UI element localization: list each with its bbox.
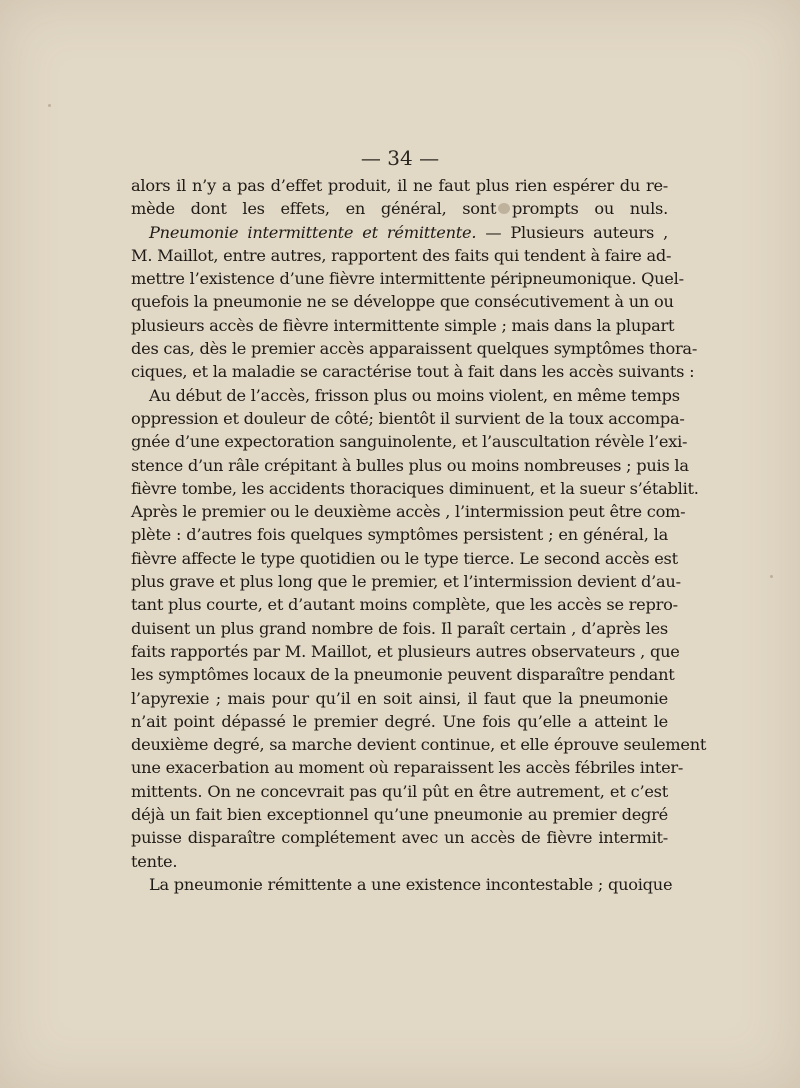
text-line: duisent un plus grand nombre de fois. Il paraît certain , d’après les [131,618,668,638]
text-line: faits rapportés par M. Maillot, et plusieurs autres observateurs , que [131,641,680,661]
page-number: — 34 — [360,146,440,170]
text-line: gnée d’une expectoration sanguinolente, et l’auscultation révèle l’exi- [131,432,688,452]
text-line: mède dont les effets, en général, sont prompts ou nuls. [131,199,668,219]
text-line: fièvre tombe, les accidents thoraciques diminuent, et la sueur s’établit. [131,478,699,498]
text-line: une exacerbation au moment où reparaissent les accès fébriles inter- [131,758,684,778]
paragraph-start-line: Au début de l’accès, frisson plus ou moins violent, en même temps [149,385,680,405]
text-line: tente. [131,851,178,871]
text-line: l’apyrexie ; mais pour qu’il en soit ainsi, il faut que la pneumonie [131,688,668,708]
text-line: n’ait point dépassé le premier degré. Une fois qu’elle a atteint le [131,711,668,731]
section-heading-line [131,221,668,244]
text-line: quefois la pneumonie ne se développe que consécutivement à un ou [131,292,674,312]
paper-speck [770,575,773,578]
text-line: déjà un fait bien exceptionnel qu’une pneumonie au premier degré [131,805,668,825]
text-line: Après le premier ou le deuxième accès , l’intermission peut être com- [131,502,686,522]
text-line: plus grave et plus long que le premier, et l’intermission devient d’au- [131,572,681,592]
text-line: puisse disparaître complétement avec un accès de fièvre intermit- [131,828,668,848]
body-text [131,174,707,896]
text-line: fièvre affecte le type quotidien ou le type tierce. Le second accès est [131,548,678,568]
text-line: mittents. On ne concevrait pas qu’il pût en être autrement, et c’est [131,781,668,801]
text-line: plète : d’autres fois quelques symptômes persistent ; en général, la [131,525,668,545]
text-line-remainder: — Plusieurs auteurs , [476,222,669,242]
text-line: stence d’un râle crépitant à bulles plus ou moins nombreuses ; puis la [131,455,689,475]
text-line: M. Maillot, entre autres, rapportent des faits qui tendent à faire ad- [131,245,672,265]
text-line: alors il n’y a pas d’effet produit, il ne faut plus rien espérer du re- [131,176,668,195]
text-line: tant plus courte, et d’autant moins complète, que les accès se repro- [131,595,678,615]
paper-speck [48,104,51,107]
text-line: les symptômes locaux de la pneumonie peuvent disparaître pendant [131,665,675,685]
text-line: mettre l’existence d’une fièvre intermittente péripneumonique. Quel- [131,269,684,289]
text-line: deuxième degré, sa marche devient continue, et elle éprouve seulement [131,735,707,755]
text-line: des cas, dès le premier accès apparaissent quelques symptômes thora- [131,339,698,359]
text-line: oppression et douleur de côté; bientôt il survient de la toux accompa- [131,408,685,428]
text-line: ciques, et la maladie se caractérise tout à fait dans les accès suivants : [131,362,695,382]
section-title: Pneumonie intermittente et rémittente. [149,222,477,242]
text-line: plusieurs accès de fièvre intermittente simple ; mais dans la plupart [131,315,675,335]
paragraph-start-line: La pneumonie rémittente a une existence incontestable ; quoique [149,874,673,894]
